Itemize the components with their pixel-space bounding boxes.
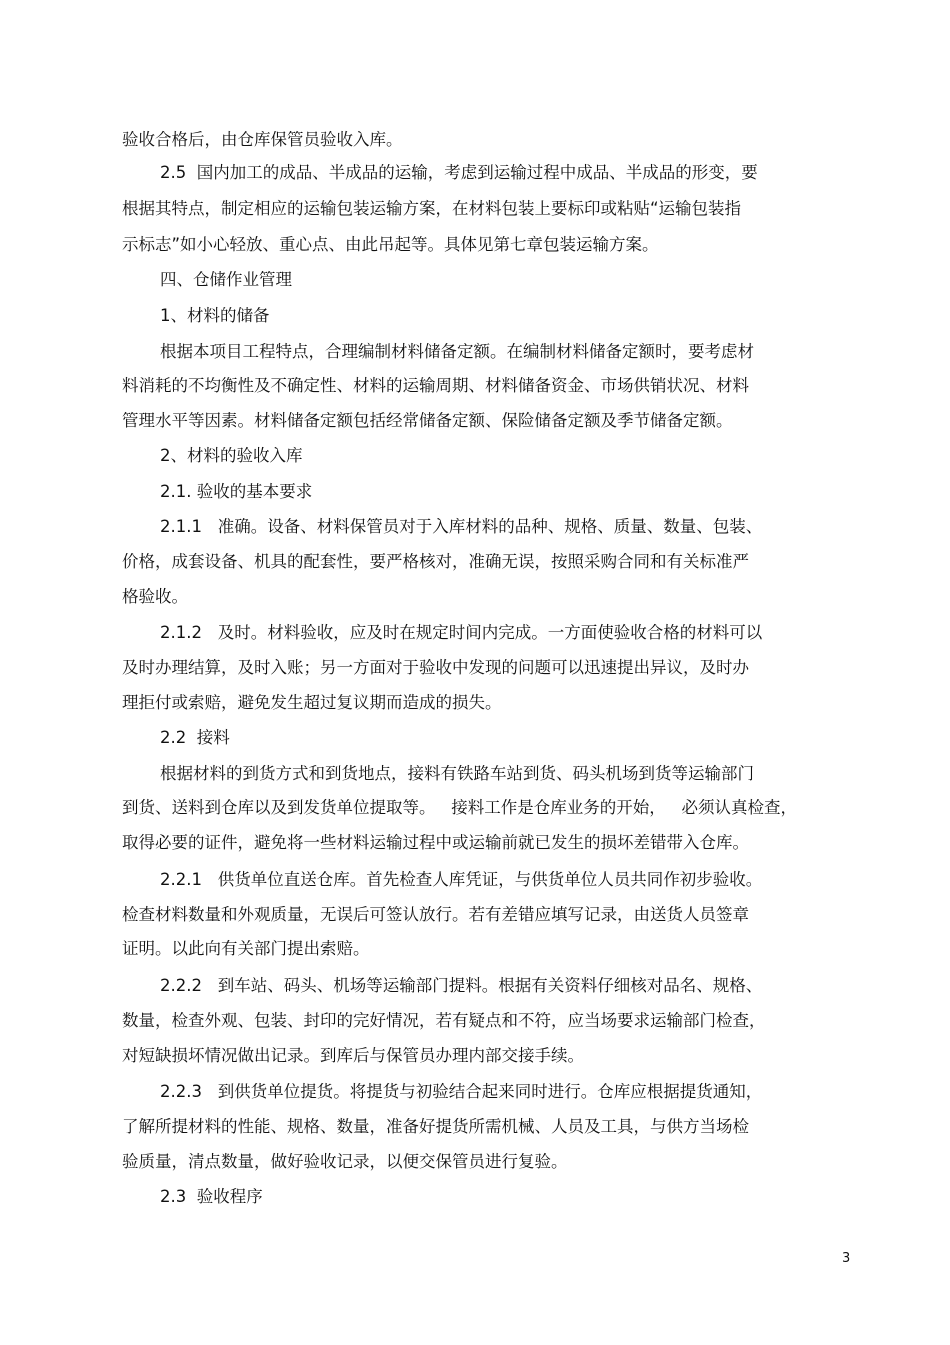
text-line: 2.1.1 准确。设备、材料保管员对于入库材料的品种、规格、质量、数量、包装、 xyxy=(160,517,763,536)
subsection-heading: 2、材料的验收入库 xyxy=(160,446,303,465)
text-line: 根据其特点，制定相应的运输包装运输方案，在材料包装上要标印或粘贴“运输包装指 xyxy=(122,199,742,218)
text-line: 根据材料的到货方式和到货地点，接料有铁路车站到货、码头机场到货等运输部门 xyxy=(160,764,754,783)
text-line: 2.5 国内加工的成品、半成品的运输，考虑到运输过程中成品、半成品的形变，要 xyxy=(160,163,758,182)
text-line: 数量，检查外观、包装、封印的完好情况，若有疑点和不符，应当场要求运输部门检查， xyxy=(122,1011,766,1030)
text-line: 2.2.2 到车站、码头、机场等运输部门提料。根据有关资料仔细核对品名、规格、 xyxy=(160,976,763,995)
text-line: 证明。以此向有关部门提出索赔。 xyxy=(122,939,370,958)
text-line: 2.2.3 到供货单位提货。将提货与初验结合起来同时进行。仓库应根据提货通知， xyxy=(160,1082,763,1101)
text-line: 检查材料数量和外观质量，无误后可签认放行。若有差错应填写记录，由送货人员签章 xyxy=(122,905,749,924)
section-heading: 四、仓储作业管理 xyxy=(160,270,292,289)
text-line: 根据本项目工程特点，合理编制材料储备定额。在编制材料储备定额时，要考虑材 xyxy=(160,342,754,361)
text-line: 价格，成套设备、机具的配套性，要严格核对，准确无误，按照采购合同和有关标准严 xyxy=(122,552,749,571)
page-number: 3 xyxy=(842,1251,851,1266)
text-line: 2.1.2 及时。材料验收，应及时在规定时间内完成。一方面使验收合格的材料可以 xyxy=(160,623,763,642)
text-line: 及时办理结算，及时入账；另一方面对于验收中发现的问题可以迅速提出异议，及时办 xyxy=(122,658,749,677)
text-line: 到货、送料到仓库以及到发货单位提取等。 接料工作是仓库业务的开始， 必须认真检查， xyxy=(122,798,797,817)
text-line: 格验收。 xyxy=(122,587,188,606)
subsection-heading: 2.2 接料 xyxy=(160,728,230,747)
text-line: 管理水平等因素。材料储备定额包括经常储备定额、保险储备定额及季节储备定额。 xyxy=(122,411,733,430)
text-line: 验质量，清点数量，做好验收记录，以便交保管员进行复验。 xyxy=(122,1152,568,1171)
text-line: 了解所提材料的性能、规格、数量，准备好提货所需机械、人员及工具，与供方当场检 xyxy=(122,1117,749,1136)
text-line: 取得必要的证件，避免将一些材料运输过程中或运输前就已发生的损坏差错带入仓库。 xyxy=(122,833,749,852)
text-line: 理拒付或索赔，避免发生超过复议期而造成的损失。 xyxy=(122,693,502,712)
text-line: 验收合格后，由仓库保管员验收入库。 xyxy=(122,130,403,149)
subsection-heading: 1、材料的储备 xyxy=(160,306,270,325)
text-line: 示标志”如小心轻放、重心点、由此吊起等。具体见第七章包装运输方案。 xyxy=(122,235,659,254)
subsection-heading: 2.1. 验收的基本要求 xyxy=(160,482,313,501)
subsection-heading: 2.3 验收程序 xyxy=(160,1187,263,1206)
text-line: 2.2.1 供货单位直送仓库。首先检查人库凭证，与供货单位人员共同作初步验收。 xyxy=(160,870,763,889)
text-line: 对短缺损坏情况做出记录。到库后与保管员办理内部交接手续。 xyxy=(122,1046,584,1065)
text-line: 料消耗的不均衡性及不确定性、材料的运输周期、材料储备资金、市场供销状况、材料 xyxy=(122,376,749,395)
